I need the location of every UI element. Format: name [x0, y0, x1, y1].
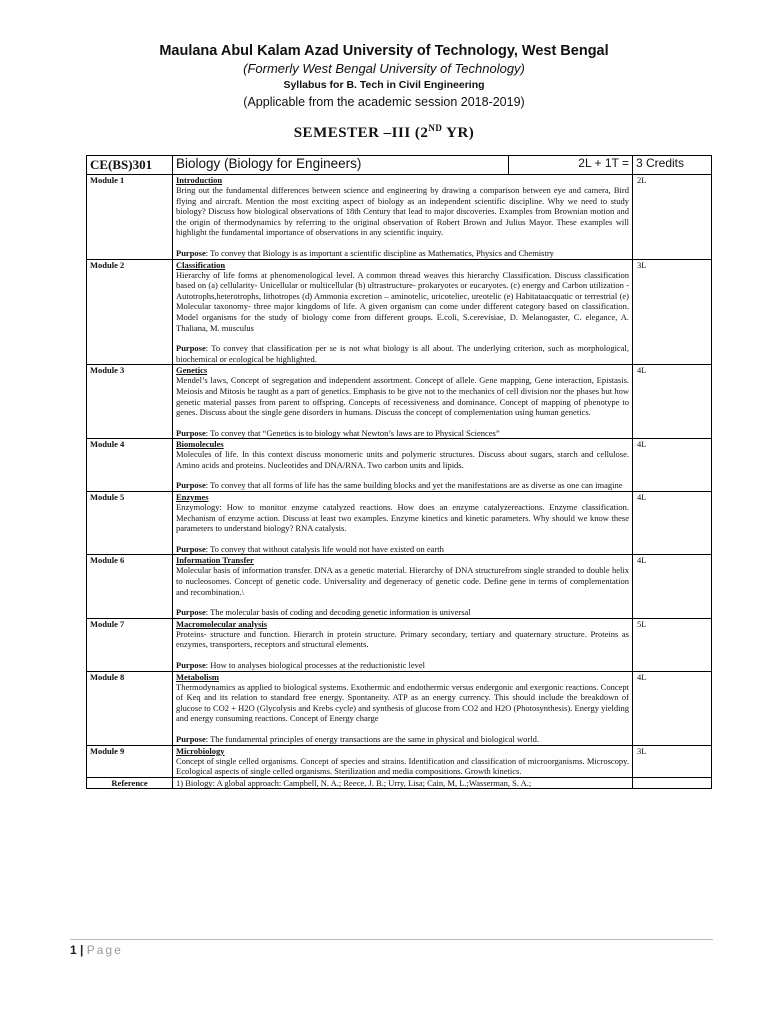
module-body: Molecules of life. In this context discuss monomeric units and polymeric structures. Discuss about sugars, starch and cellulose. Amino acids and proteins. Nucleotides and DNA/RNA. Two carbon units and lipids. — [176, 449, 629, 470]
module-title: Biomolecules — [176, 439, 224, 450]
module-lectures: 2L — [633, 175, 712, 260]
page-word: Page — [86, 943, 123, 957]
module-label: Module 1 — [87, 175, 173, 260]
module-lectures: 3L — [633, 259, 712, 365]
module-content — [173, 618, 633, 671]
module-lectures: 4L — [633, 365, 712, 439]
module-title: Classification — [176, 259, 226, 270]
module-row — [87, 555, 712, 618]
module-label: Module 7 — [87, 618, 173, 671]
module-row — [87, 175, 712, 260]
page-number: 1 — [70, 943, 77, 957]
module-content — [173, 259, 633, 365]
module-label: Module 2 — [87, 259, 173, 365]
footer-divider — [70, 939, 713, 940]
module-purpose — [176, 734, 629, 745]
purpose-label: Purpose — [176, 607, 206, 618]
module-content — [173, 745, 633, 777]
module-purpose — [176, 428, 629, 439]
reference-row — [87, 777, 712, 788]
purpose-label: Purpose — [176, 733, 206, 744]
module-purpose — [176, 248, 629, 259]
page-separator: | — [80, 943, 84, 957]
semester-sup: ND — [428, 123, 443, 133]
purpose-label: Purpose — [176, 427, 206, 438]
module-body: Bring out the fundamental differences between science and engineering by drawing a comparison between eye and camera, Bird flying and aircraft. Mention the most exciting aspect of biology as an independent scientific discipline. Why we need to study biology? Discuss how biological observations of 18th Century that lead to major discoveries. Examples from Brownian motion and the origin of thermodynamics by referring to the original observation of Robert Brown and Julius Mayor. These examples will highlight the fundamental importance of observations in any scientific inquiry. — [176, 185, 629, 238]
semester-end: YR) — [442, 125, 475, 141]
syllabus-table — [86, 155, 712, 789]
module-title: Information Transfer — [176, 555, 254, 566]
module-purpose — [176, 660, 629, 671]
module-content — [173, 175, 633, 260]
purpose-label: Purpose — [176, 343, 206, 354]
module-purpose — [176, 607, 629, 618]
course-code: CE(BS)301 — [87, 156, 173, 175]
module-row — [87, 365, 712, 439]
module-row — [87, 259, 712, 365]
module-title: Metabolism — [176, 671, 219, 682]
module-title: Introduction — [176, 175, 223, 185]
purpose-text: : To convey that “Genetics is to biology what Newton’s laws are to Physical Sciences” — [205, 427, 500, 438]
module-content — [173, 492, 633, 555]
former-name: (Formerly West Bengal University of Technology) — [243, 61, 525, 76]
course-title: Biology (Biology for Engineers) — [173, 156, 509, 175]
reference-empty-cell — [633, 777, 712, 788]
reference-label: Reference — [87, 777, 173, 788]
module-purpose — [176, 480, 629, 491]
module-title: Macromolecular analysis — [176, 618, 268, 629]
module-row — [87, 618, 712, 671]
syllabus-title: Syllabus for B. Tech in Civil Engineering — [283, 79, 485, 91]
module-lectures: 4L — [633, 555, 712, 618]
purpose-text: : To convey that classification per se is not what biology is all about. The underlying criterion, such as morphological, biochemical or ecological be highlighted. — [176, 343, 629, 364]
reference-text: 1) Biology: A global approach: Campbell, N. A.; Reece, J. B.; Urry, Lisa; Cain, M, L.;Wasserman, S. A.; — [173, 777, 633, 788]
module-content — [173, 555, 633, 618]
module-label: Module 9 — [87, 745, 173, 777]
module-label: Module 6 — [87, 555, 173, 618]
module-body: Thermodynamics as applied to biological systems. Exothermic and endothermic versus endergonic and exergonic reactions. Concept of Keq and its relation to standard free energy. Spontaneity. ATP as an energy currency. This should include the breakdown of glucose to CO2 + H2O (Glycolysis and Krebs cycle) and synthesis of glucose from CO2 and H2O (Photosynthesis). Energy yielding and energy consuming reactions. Concept of Energy charge — [176, 681, 629, 724]
module-label: Module 4 — [87, 439, 173, 492]
semester-main: SEMESTER –III (2 — [293, 125, 429, 141]
module-content — [173, 439, 633, 492]
purpose-label: Purpose — [176, 480, 206, 491]
module-purpose — [176, 544, 629, 555]
module-body: Proteins- structure and function. Hierarch in protein structure. Primary secondary, tertiary and quaternary structure. Proteins as enzymes, transporters, receptors and structural elements. — [176, 628, 629, 650]
module-lectures: 4L — [633, 439, 712, 492]
module-row — [87, 671, 712, 745]
course-credits: 3 Credits — [633, 156, 712, 175]
purpose-label: Purpose — [176, 247, 206, 258]
purpose-text: : To convey that all forms of life has the same building blocks and yet the manifestations are as diverse as one can imagine — [205, 480, 623, 491]
module-lectures: 4L — [633, 671, 712, 745]
module-title: Enzymes — [176, 492, 209, 503]
purpose-text: : To convey that Biology is as important a scientific discipline as Mathematics, Physics and Chemistry — [205, 247, 554, 258]
module-row — [87, 492, 712, 555]
module-label: Module 5 — [87, 492, 173, 555]
applicable-session: (Applicable from the academic session 2018-2019) — [243, 95, 525, 109]
module-lectures: 3L — [633, 745, 712, 777]
purpose-label: Purpose — [176, 543, 206, 554]
module-content — [173, 365, 633, 439]
module-body: Molecular basis of information transfer. DNA as a genetic material. Hierarchy of DNA structurefrom single stranded to double helix to nucleosomes. Concept of genetic code. Universality and degeneracy of genetic code. Define gene in terms of complementation and recombination.\ — [176, 565, 629, 597]
module-body: Mendel’s laws, Concept of segregation and independent assortment. Concept of allele. Gene mapping, Gene interaction, Epistasis. Meiosis and Mitosis be taught as a part of genetics. Emphasis to be give not to the mechanics of cell division nor the phases but how genetic material passes from parent to offspring. Concepts of recessiveness and dominance. Concept of mapping of phenotype to genes. Discuss about the single gene disorders in humans. Discuss the concept of complementation using human genetics. — [176, 375, 629, 418]
module-title: Microbiology — [176, 745, 225, 756]
module-lectures: 5L — [633, 618, 712, 671]
semester-heading — [0, 123, 768, 142]
module-label: Module 3 — [87, 365, 173, 439]
module-title: Genetics — [176, 365, 208, 376]
module-row — [87, 439, 712, 492]
module-lectures: 4L — [633, 492, 712, 555]
module-body: Concept of single celled organisms. Concept of species and strains. Identification and classification of microorganisms. Microscopy. Ecological aspects of single celled organisms. Sterilization and media compositions. Growth kinetics. — [176, 755, 629, 777]
module-label: Module 8 — [87, 671, 173, 745]
module-body: Enzymology: How to monitor enzyme catalyzed reactions. How does an enzyme catalyzereactions. Enzyme classification. Mechanism of enzyme action. Discuss at least two examples. Enzyme kinetics and kinetic parameters. Why should we know these parameters to understand biology? RNA catalysis. — [176, 502, 629, 534]
purpose-text: : To convey that without catalysis life would not have existed on earth — [205, 543, 444, 554]
university-name: Maulana Abul Kalam Azad University of Technology, West Bengal — [159, 43, 609, 59]
module-body: Hierarchy of life forms at phenomenological level. A common thread weaves this hierarchy Classification. Discuss classification based on (a) cellularity- Unicellular or multicellular (b) ultrastructure- prokaryotes or eucaryotes. (c) energy and Carbon utilization -Autotrophs,heterotrophs, lithotropes (d) Ammonia excretion – aminotelic, uricoteliec, ureotelic (e) Habitataacquatic or terrestrial (e) Molecular taxonomy- three major kingdoms of life. A given organism can come under different category based on classification. Model organisms for the study of biology come from different groups. E.coli, S.cerevisiae, D. Melanogaster, C. elegance, A. Thaliana, M. musculus — [176, 269, 629, 333]
module-content — [173, 671, 633, 745]
purpose-text: : The molecular basis of coding and decoding genetic information is universal — [205, 607, 471, 618]
page-footer — [70, 943, 123, 957]
course-hours: 2L + 1T = — [509, 156, 633, 175]
course-header-row — [87, 156, 712, 175]
purpose-text: : The fundamental principles of energy transactions are the same in physical and biological world. — [205, 733, 539, 744]
module-purpose — [176, 343, 629, 364]
module-row — [87, 745, 712, 777]
purpose-text: : How to analyses biological processes at the reductionistic level — [205, 660, 426, 670]
purpose-label: Purpose — [176, 660, 206, 670]
